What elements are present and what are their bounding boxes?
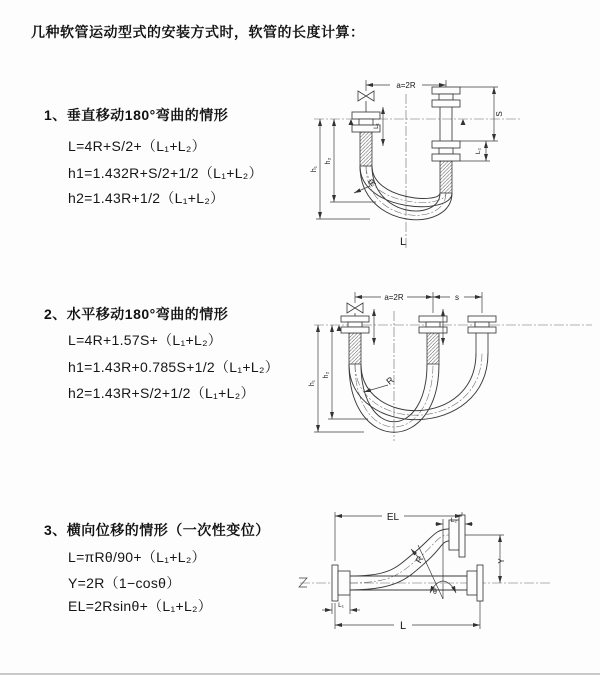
dim-label-l2: L₂ — [475, 147, 482, 155]
dimension-lines — [316, 80, 498, 219]
section-2-formula-h2: h2=1.43R+S/2+1/2（L₁+L₂） — [68, 385, 255, 401]
hose-u-bend-near-position — [349, 353, 488, 420]
centerlines — [314, 94, 520, 248]
section-1-formula-h1: h1=1.432R+S/2+1/2（L₁+L₂） — [68, 165, 263, 181]
diagram-horizontal-180-bend — [306, 283, 598, 455]
section-2-formula-h1: h1=1.43R+0.785S+1/2（L₁+L₂） — [68, 359, 279, 375]
dim-label-l1: L₁ — [373, 123, 380, 129]
angle-label-theta: θ — [433, 589, 437, 596]
section-3-heading: 3、横向位移的情形（一次性变位） — [44, 522, 270, 538]
dim-label-el: EL — [386, 512, 400, 523]
dim-label-l2: L₂ — [450, 517, 458, 524]
lower-right-flange — [467, 565, 483, 601]
centerline-break-mark — [299, 578, 307, 587]
dim-label-h2: h₂ — [325, 157, 332, 165]
valve-icon — [347, 303, 363, 316]
length-label: L — [399, 620, 407, 632]
radius-label: R — [384, 374, 396, 387]
left-flange-connector — [341, 316, 369, 333]
page-title: 几种软管运动型式的安装方式时，软管的长度计算： — [31, 24, 365, 40]
dim-label-h2: h₂ — [323, 371, 330, 379]
dim-label-s: S — [495, 111, 504, 117]
section-2-heading: 2、水平移动180°弯曲的情形 — [44, 306, 229, 322]
diagram-vertical-180-bend — [306, 62, 596, 258]
length-label: L — [399, 236, 407, 248]
radius-label: R — [366, 176, 378, 189]
dim-label-h1: h₁ — [309, 379, 316, 387]
section-1-formula-h2: h2=1.43R+1/2（L₁+L₂） — [68, 190, 225, 206]
dim-label-l1: L₁ — [338, 602, 344, 609]
valve-icon — [358, 91, 374, 112]
section-2-formula-L: L=4R+1.57S+（L₁+L₂） — [68, 332, 223, 348]
right-flange-connector — [468, 316, 496, 353]
diagram-lateral-displacement — [294, 503, 582, 651]
dim-label-a2r: a=2R — [384, 293, 404, 302]
left-flange — [332, 565, 350, 601]
radius-label: R — [413, 554, 426, 565]
dim-label-y: Y — [497, 558, 506, 564]
right-flange-connector — [432, 87, 460, 161]
section-1-formula-L: L=4R+S/2+（L₁+L₂） — [68, 138, 206, 154]
dim-label-a2r: a=2R — [396, 81, 416, 90]
section-3-formula-Y: Y=2R（1−cosθ） — [68, 575, 181, 591]
section-3-formula-L: L=πRθ/90+（L₁+L₂） — [68, 549, 206, 565]
dim-label-s: s — [455, 293, 459, 302]
displaced-hose-s-curve — [350, 529, 449, 590]
section-3-formula-EL: EL=2Rsinθ+（L₁+L₂） — [68, 598, 213, 614]
section-1-heading: 1、垂直移动180°弯曲的情形 — [44, 107, 229, 123]
dimension-lines — [314, 292, 482, 432]
dim-label-h1: h₁ — [311, 165, 318, 173]
